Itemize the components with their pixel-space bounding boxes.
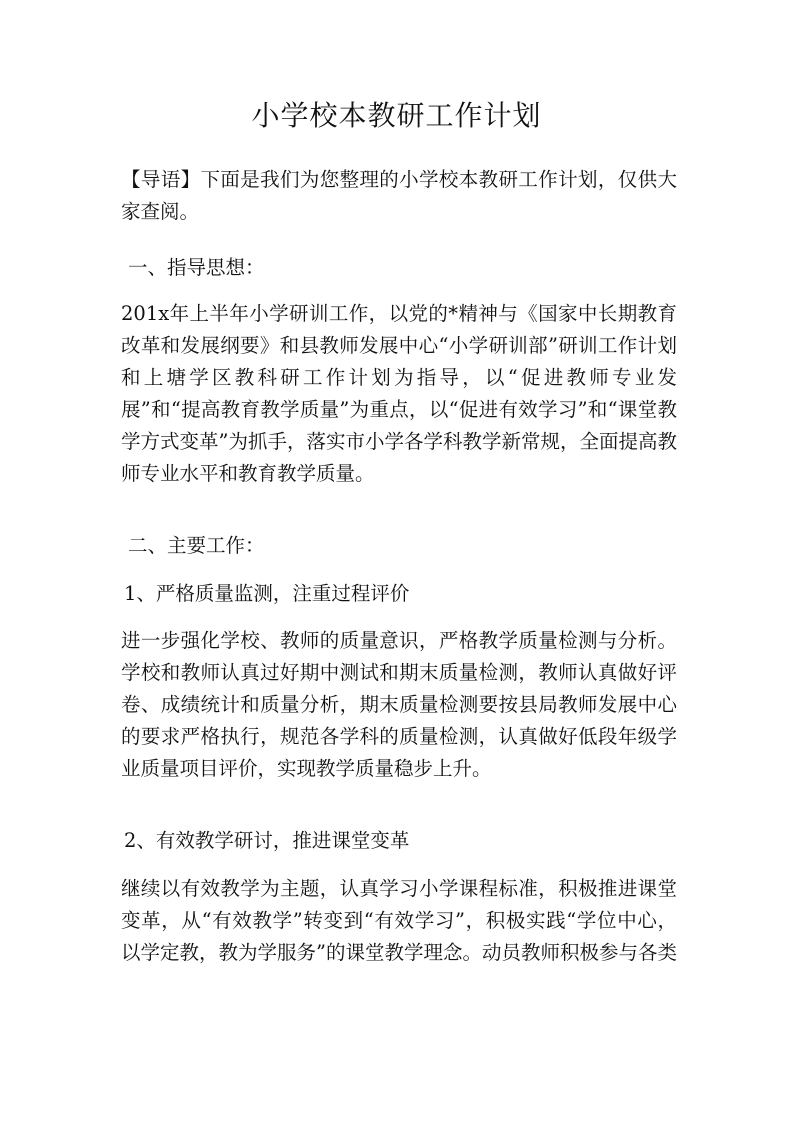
document-title: 小学校本教研工作计划	[251, 99, 542, 132]
intro-paragraph: 【导语】下面是我们为您整理的小学校本教研工作计划，仅供大家查阅。	[121, 168, 677, 223]
item-two-paragraph: 继续以有效教学为主题，认真学习小学课程标准，积极推进课堂变革，从“有效教学”转变到“有效学习”，积极实践“学位中心，以学定教，教为学服务”的课堂教学理念。动员教师积极参与各类	[121, 877, 677, 964]
item-one-paragraph: 进一步强化学校、教师的质量意识，严格教学质量检测与分析。学校和教师认真过好期中测试和期末质量检测，教师认真做好评卷、成绩统计和质量分析，期末质量检测要按县局教师发展中心的要求严格执行，规范各学科的质量检测，认真做好低段年级学业质量项目评价，实现教学质量稳步上升。	[121, 629, 677, 780]
section-one-paragraph: 201x年上半年小学研训工作，以党的*精神与《国家中长期教育改革和发展纲要》和县教师发展中心“小学研训部”研训工作计划和上塘学区教科研工作计划为指导，以“促进教师专业发展”和“提高教育教学质量”为重点，以“促进有效学习”和“课堂教学方式变革”为抓手，落实市小学各学科教学新常规，全面提高教师专业水平和教育教学质量。	[121, 302, 677, 485]
section-two-heading: 二、主要工作：	[128, 534, 265, 557]
section-one-heading: 一、指导思想：	[128, 256, 265, 279]
item-two-heading: 2、有效教学研讨，推进课堂变革	[124, 829, 410, 852]
item-one-heading: 1、严格质量监测，注重过程评价	[124, 582, 410, 605]
